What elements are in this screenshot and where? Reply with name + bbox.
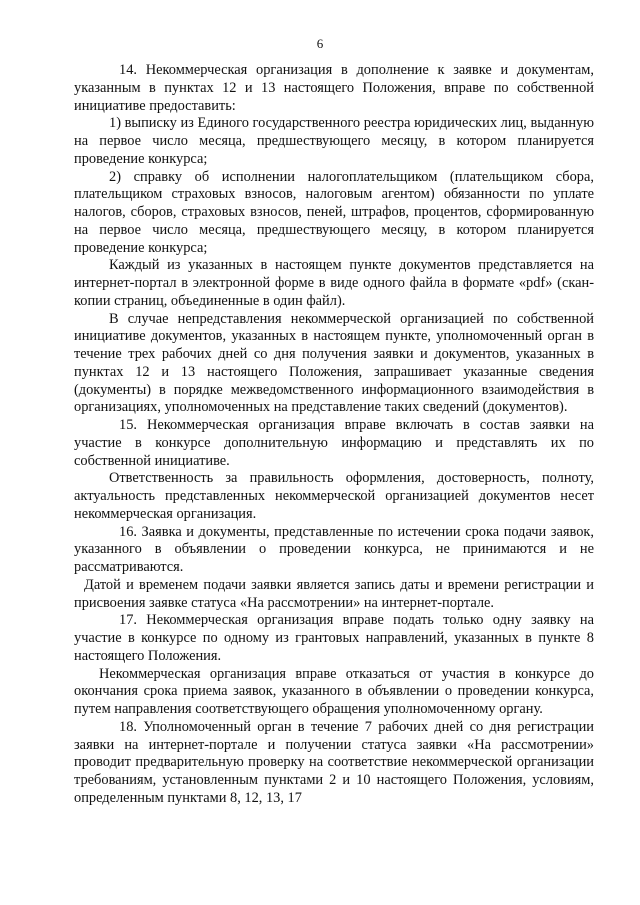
paragraph-17: 17. Некоммерческая организация вправе подать только одну заявку на участие в конкурсе по одному из грантовых направлений, указанных в пункте 8 настоящего Положения. xyxy=(74,612,594,664)
paragraph-14-item-2: 2) справку об исполнении налогоплательщиком (плательщиком сбора, плательщиком страховых взносов, налоговым агентом) обязанности по уплате налогов, сборов, страховых взносов, пеней, штрафов, процентов, сформированную на первое число месяца, предшествующего месяцу, в котором планируется проведение конкурса; xyxy=(74,168,594,256)
paragraph-14-format-note: Каждый из указанных в настоящем пункте документов представляется на интернет-портал в электронной форме в виде одного файла в формате «pdf» (скан-копии страниц, объединенные в один файл). xyxy=(74,257,594,309)
paragraph-16: 16. Заявка и документы, представленные по истечении срока подачи заявок, указанного в объявлении о проведении конкурса, не принимаются и не рассматриваются. xyxy=(74,523,594,575)
page-number: 6 xyxy=(316,36,324,51)
paragraph-14: 14. Некоммерческая организация в дополнение к заявке и документам, указанным в пунктах 12 и 13 настоящего Положения, вправе по собственной инициативе предоставить: xyxy=(74,62,594,114)
paragraph-17-withdrawal: Некоммерческая организация вправе отказаться от участия в конкурсе до окончания срока приема заявок, указанного в объявлении о проведении конкурса, путем направления соответствующего обращения уполномоченному органу. xyxy=(74,665,594,717)
paragraph-18: 18. Уполномоченный орган в течение 7 рабочих дней со дня регистрации заявки на интернет-портале и получении статуса заявки «На рассмотрении» проводит предварительную проверку на соответствие некоммерческой организации требованиям, установленным пунктами 2 и 10 настоящего Положения, условиям, определенным пунктами 8, 12, 13, 17 xyxy=(74,718,594,806)
paragraph-14-interagency-request: В случае непредставления некоммерческой организацией по собственной инициативе документов, указанных в настоящем пункте, уполномоченный орган в течение трех рабочих дней со дня получения заявки и документов, указанных в пунктах 12 и 13 настоящего Положения, запрашивает указанные сведения (документы) в порядке межведомственного информационного взаимодействия в организациях, уполномоченных на представление таких сведений (документов). xyxy=(74,310,594,416)
paragraph-14-item-1: 1) выписку из Единого государственного реестра юридических лиц, выданную на первое число месяца, предшествующего месяцу, в котором планируется проведение конкурса; xyxy=(74,115,594,167)
paragraph-15: 15. Некоммерческая организация вправе включать в состав заявки на участие в конкурсе дополнительную информацию и представлять их по собственной инициативе. xyxy=(74,417,594,469)
paragraph-16-submission-date: Датой и временем подачи заявки является запись даты и времени регистрации и присвоения заявке статуса «На рассмотрении» на интернет-портале. xyxy=(74,576,594,611)
document-body xyxy=(74,62,594,808)
paragraph-15-responsibility: Ответственность за правильность оформления, достоверность, полноту, актуальность представленных некоммерческой организацией документов несет некоммерческая организация. xyxy=(74,470,594,522)
